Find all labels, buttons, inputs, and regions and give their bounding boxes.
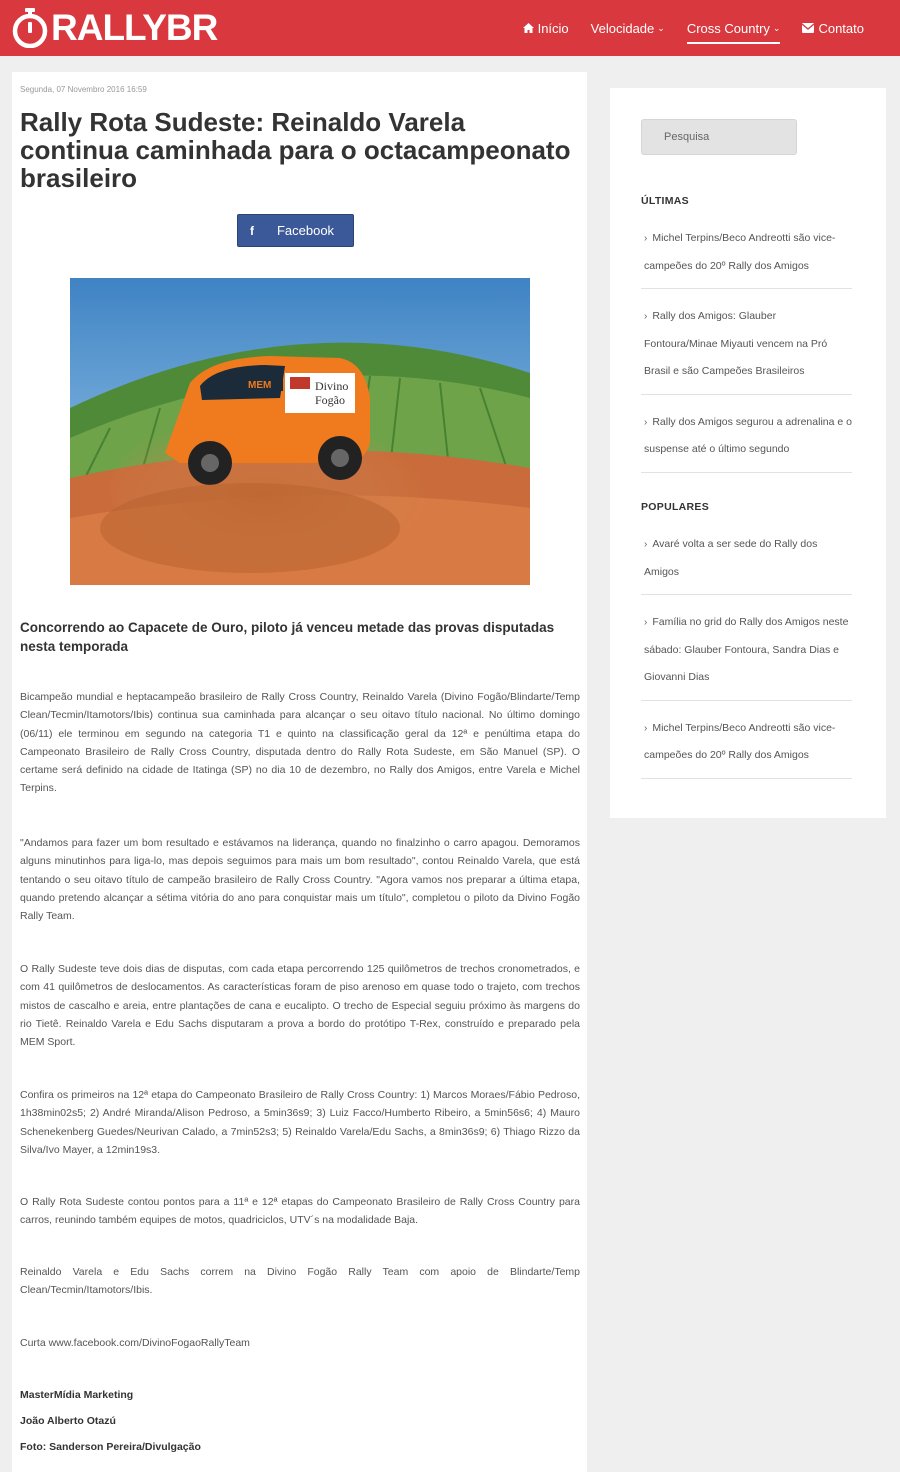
svg-text:Divino: Divino [315, 379, 349, 393]
chevron-down-icon: ⌄ [657, 22, 665, 33]
nav-item-contato[interactable] [802, 0, 864, 56]
site-header [0, 0, 900, 56]
popular-list [641, 529, 852, 791]
nav-label: Velocidade [590, 20, 655, 36]
list-item[interactable]: › Avaré volta a ser sede do Rally dos Amigos [641, 529, 852, 595]
article-title: Rally Rota Sudeste: Reinaldo Varela continua caminhada para o octacampeonato brasileiro [20, 107, 571, 193]
facebook-share-button[interactable] [237, 214, 354, 247]
list-item[interactable]: › Michel Terpins/Beco Andreotti são vice-campeões do 20º Rally dos Amigos [641, 223, 852, 289]
facebook-link-paragraph[interactable]: Curta www.facebook.com/DivinoFogaoRallyTeam [20, 1337, 250, 1349]
chevron-right-icon: › [644, 539, 648, 550]
search-input[interactable] [641, 119, 797, 155]
home-icon [523, 23, 534, 33]
article-paragraph: Bicampeão mundial e heptacampeão brasileiro de Rally Cross Country, Reinaldo Varela (Divino Fogão/Blindarte/Temp Clean/Tecmin/Itamotors/Ibis) continua sua caminhada para alcançar o seu oitavo título nacional. No último domingo (06/11) ele terminou em segundo na categoria T1 e quinto na classificação geral da 12ª e penúltima etapa do Campeonato Brasileiro de Rally Cross Country, disputada dentro do Rally Rota Sudeste, em São Manuel (SP). O certame será definido na cidade de Itatinga (SP) no dia 10 de dezembro, no Rally dos Amigos, entre Varela e Michel Terpins. [20, 691, 580, 795]
chevron-right-icon: › [644, 617, 648, 628]
credit-line: João Alberto Otazú [20, 1415, 116, 1427]
article-paragraph: O Rally Rota Sudeste contou pontos para a 11ª e 12ª etapas do Campeonato Brasileiro de Rally Cross Country para carros, reunindo também equipes de motos, quadriciclos, UTV´s na modalidade Baja. [20, 1196, 580, 1227]
article-paragraph: O Rally Sudeste teve dois dias de disputas, com cada etapa percorrendo 125 quilômetros de trechos cronometrados, e com 41 quilômetros de deslocamentos. As características foram de piso arenoso em quase todo o trajeto, com trechos mistos de cascalho e areia, entre plantações de cana e eucalipto. O trecho de Especial seguiu próximo às margens do rio Tietê. Reinaldo Varela e Edu Sachs disputaram a prova a bordo do protótipo T-Rex, construído e preparado pela MEM Sport. [20, 963, 580, 1049]
svg-text:Fogão: Fogão [315, 393, 345, 407]
popular-heading: POPULARES [641, 501, 710, 513]
article-date: Segunda, 07 Novembro 2016 16:59 [20, 85, 147, 94]
nav-label: Cross Country [686, 20, 770, 36]
logo-text: RALLYBR [51, 7, 218, 48]
chevron-right-icon: › [644, 311, 648, 322]
svg-text:MEM: MEM [248, 380, 272, 391]
main-nav [501, 0, 864, 56]
nav-label: Contato [818, 20, 864, 36]
article-photo [70, 278, 530, 585]
chevron-right-icon: › [644, 233, 648, 244]
latest-heading: ÚLTIMAS [641, 195, 689, 207]
chevron-right-icon: › [644, 416, 648, 428]
nav-item-cross-country[interactable] [687, 0, 781, 56]
chevron-right-icon: › [644, 722, 648, 734]
stopwatch-icon [12, 8, 48, 48]
nav-item-inicio[interactable] [523, 0, 569, 56]
list-item[interactable]: › Família no grid do Rally dos Amigos neste sábado: Glauber Fontoura, Sandra Dias e Giovanni Dias [641, 607, 852, 701]
list-item[interactable]: › Michel Terpins/Beco Andreotti são vice-campeões do 20º Rally dos Amigos [641, 713, 852, 779]
nav-item-velocidade[interactable] [591, 0, 665, 56]
site-logo[interactable] [12, 7, 217, 49]
list-item[interactable]: › Rally dos Amigos segurou a adrenalina e o suspense até o último segundo [641, 407, 852, 473]
article-subtitle: Concorrendo ao Capacete de Ouro, piloto já venceu metade das provas disputadas nesta temporada [20, 620, 555, 654]
article-paragraph: Reinaldo Varela e Edu Sachs correm na Divino Fogão Rally Team com apoio de Blindarte/Temp Clean/Tecmin/Itamotors/Ibis. [20, 1266, 580, 1297]
nav-label: Início [537, 20, 569, 36]
envelope-icon [802, 23, 814, 33]
chevron-down-icon: ⌄ [772, 22, 781, 33]
article [12, 72, 587, 1472]
share-button-label: Facebook [276, 223, 335, 238]
list-item[interactable]: › Rally dos Amigos: Glauber Fontoura/Minae Miyauti vencem na Pró Brasil e são Campeões Brasileiros [641, 301, 852, 395]
article-paragraph: Confira os primeiros na 12ª etapa do Campeonato Brasileiro de Rally Cross Country: 1) Marcos Moraes/Fábio Pedroso, 1h38min02s5; 2) André Miranda/Alison Pedroso, a 5min36s9; 3) Luiz Facco/Humberto Ribeiro, a 5min56s6; 4) Mauro Schenekenberg Guedes/Neurivan Calado, a 7min52s3; 5) Reinaldo Varela/Edu Sachs, a 8min36s9; 6) Thiago Rizzo da Silva/Ivo Mayer, a 12min19s3. [20, 1089, 580, 1156]
credit-line: MasterMídia Marketing [20, 1389, 134, 1401]
facebook-icon: f [250, 223, 254, 238]
article-paragraph: "Andamos para fazer um bom resultado e estávamos na liderança, quando no finalzinho o carro apagou. Demoramos alguns minutinhos para liga-lo, mas depois seguimos para mais um bom resultado", contou Reinaldo Varela, que está tentando o seu oitavo título de campeão brasileiro de Rally Cross Country. "Agora vamos nos preparar a última etapa, quando pretendo alcançar a sétima vitória do ano para conquistar mais um título", completou o piloto da Divino Fogão Rally Team. [20, 837, 580, 923]
sidebar [610, 88, 886, 818]
latest-list [641, 223, 852, 485]
credit-line: Foto: Sanderson Pereira/Divulgação [20, 1441, 201, 1453]
